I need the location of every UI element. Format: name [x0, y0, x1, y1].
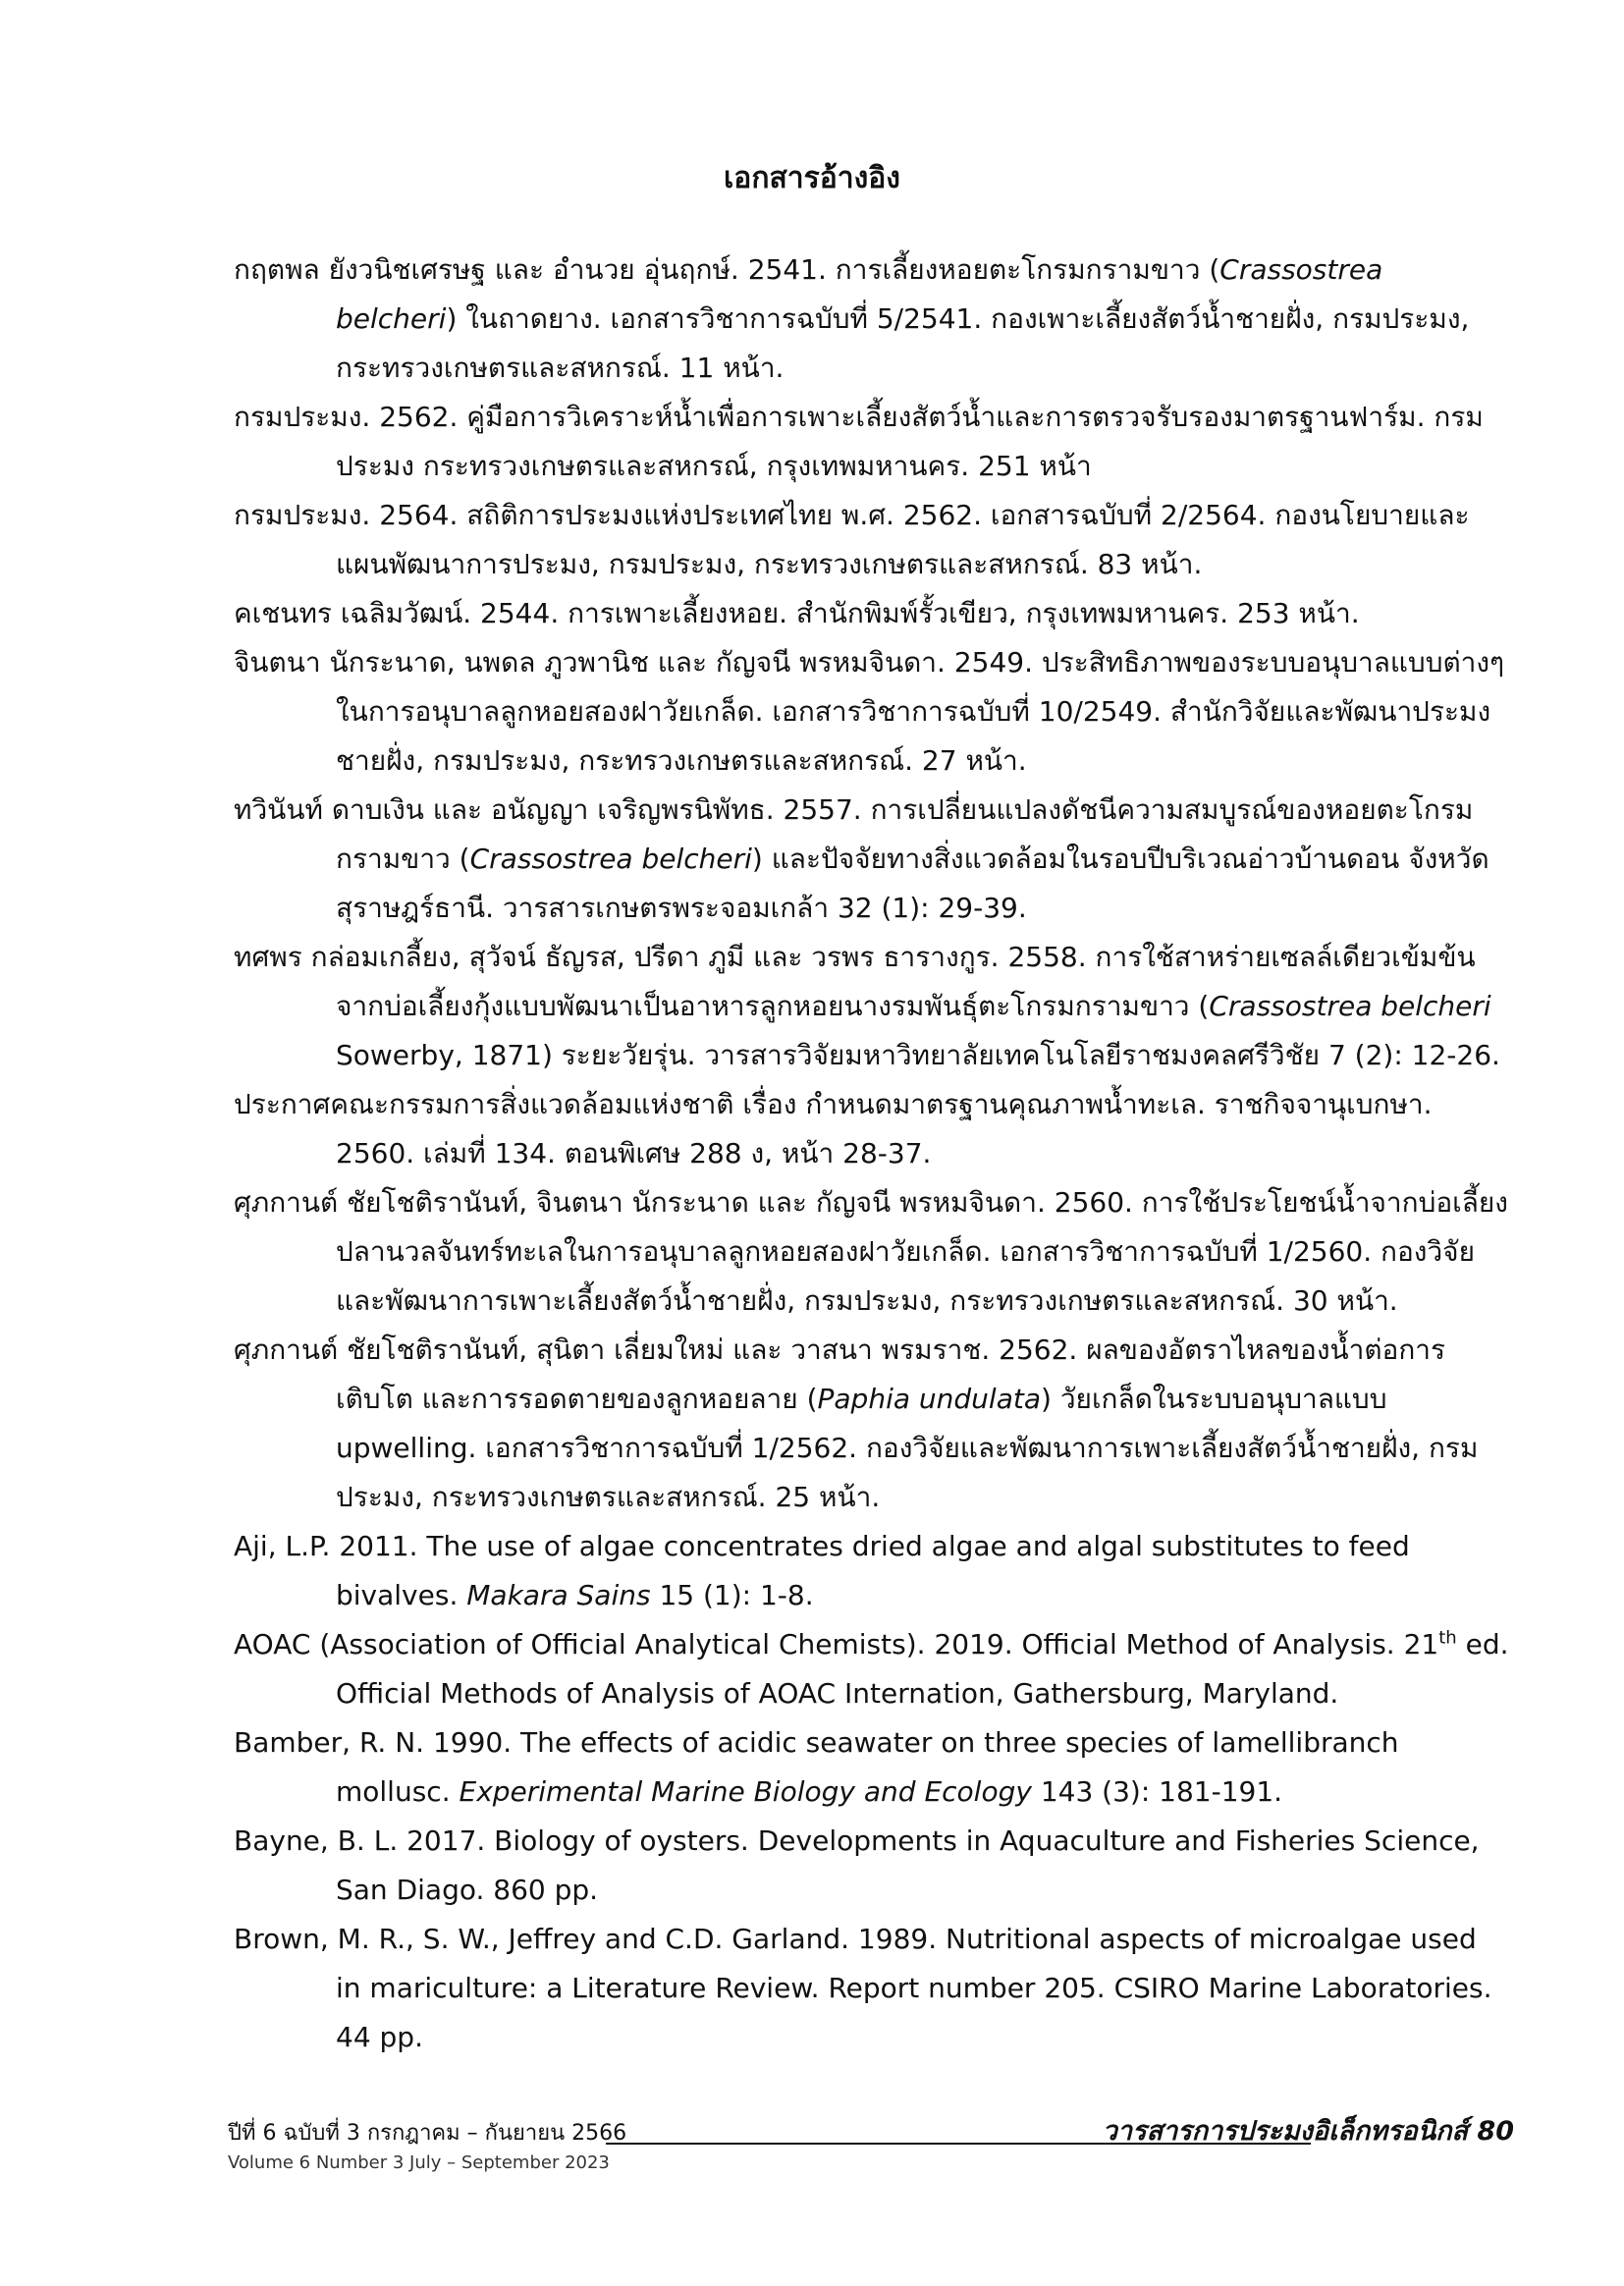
footer-issue-thai: ปีที่ 6 ฉบับที่ 3 กรกฎาคม – กันยายน 2566	[228, 2121, 627, 2146]
reference-entry	[234, 245, 1510, 393]
reference-entry	[234, 1522, 1510, 1620]
reference-entry	[234, 1178, 1510, 1326]
reference-entry	[234, 1817, 1510, 1915]
reference-text: ศุภกานต์ ชัยโชติรานันท์, สุนิตา เลี่ยมใหม่ และ วาสนา พรมราช. 2562. ผลของอัตราไหลของน้ำต่อการเติบโต และการรอดตายของลูกหอยลาย (	[234, 1334, 1446, 1415]
reference-text: จินตนา นักระนาด, นพดล ภูวพานิช และ กัญจนี พรหมจินดา. 2549. ประสิทธิภาพของระบบอนุบาลแบบต่างๆ ในการอนุบาลลูกหอยสองฝาวัยเกล็ด. เอกสารวิชาการฉบับที่ 10/2549. สำนักวิจัยและพัฒนาประมงชายฝั่ง, กรมประมง, กระทรวงเกษตรและสหกรณ์. 27 หน้า.	[234, 646, 1505, 777]
footer-journal-page	[1103, 2109, 1514, 2151]
reference-text: Sowerby, 1871) ระยะวัยรุ่น. วารสารวิจัยมหาวิทยาลัยเทคโนโลยีราชมงคลศรีวิชัย 7 (2): 12-26.	[336, 1039, 1500, 1071]
reference-entry	[234, 1718, 1510, 1817]
reference-text: กฤตพล ยังวนิชเศรษฐ และ อำนวย อุ่นฤกษ์. 2541. การเลี้ยงหอยตะโกรมกรามขาว (	[234, 253, 1220, 286]
reference-text: ed. Official Methods of Analysis of AOAC Internation, Gathersburg, Maryland.	[336, 1628, 1509, 1710]
reference-entry	[234, 1915, 1510, 2062]
reference-text: 143 (3): 181-191.	[1031, 1775, 1283, 1808]
reference-italic-text: Experimental Marine Biology and Ecology	[459, 1775, 1032, 1808]
reference-superscript: th	[1438, 1627, 1457, 1649]
reference-italic-text: Crassostrea belcheri	[1209, 990, 1491, 1022]
page-title: เอกสารอ้างอิง	[724, 161, 900, 195]
reference-italic-text: Crassostrea belcheri	[469, 843, 752, 875]
reference-entry	[234, 638, 1510, 786]
reference-entry	[234, 1080, 1510, 1178]
footer-page-number: 80	[1477, 2116, 1514, 2147]
reference-text: Aji, L.P. 2011. The use of algae concentrates dried algae and algal substitutes to feed bivalves.	[234, 1530, 1410, 1611]
footer-issue-english: Volume 6 Number 3 July – September 2023	[228, 2152, 610, 2173]
reference-entry	[234, 1326, 1510, 1522]
reference-entry	[234, 1620, 1510, 1718]
reference-text: Brown, M. R., S. W., Jeffrey and C.D. Garland. 1989. Nutritional aspects of microalgae used in mariculture: a Literature Review. Report number 205. CSIRO Marine Laboratories. 44 pp.	[234, 1923, 1492, 2053]
reference-text: Bayne, B. L. 2017. Biology of oysters. Developments in Aquaculture and Fisheries Science, San Diago. 860 pp.	[234, 1824, 1480, 1906]
reference-text: 15 (1): 1-8.	[650, 1579, 814, 1611]
reference-list	[234, 245, 1510, 2062]
reference-text: ) และปัจจัยทางสิ่งแวดล้อมในรอบปีบริเวณอ่าวบ้านดอน จังหวัดสุราษฎร์ธานี. วารสารเกษตรพระจอมเกล้า 32 (1): 29-39.	[336, 843, 1489, 924]
reference-entry	[234, 393, 1510, 491]
reference-text: กรมประมง. 2562. คู่มือการวิเคราะห์น้ำเพื่อการเพาะเลี้ยงสัตว์น้ำและการตรวจรับรองมาตรฐานฟาร์ม. กรมประมง กระทรวงเกษตรและสหกรณ์, กรุงเทพมหานคร. 251 หน้า	[234, 401, 1484, 482]
reference-text: ทศพร กล่อมเกลี้ยง, สุวัจน์ ธัญรส, ปรีดา ภูมี และ วรพร ธารางกูร. 2558. การใช้สาหร่ายเซลล์เดียวเข้มข้นจากบ่อเลี้ยงกุ้งแบบพัฒนาเป็นอาหารลูกหอยนางรมพันธุ์ตะโกรมกรามขาว (	[234, 941, 1476, 1022]
reference-text: ) วัยเกล็ดในระบบอนุบาลแบบ upwelling. เอกสารวิชาการฉบับที่ 1/2562. กองวิจัยและพัฒนาการเพาะเลี้ยงสัตว์น้ำชายฝั่ง, กรมประมง, กระทรวงเกษตรและสหกรณ์. 25 หน้า.	[336, 1383, 1479, 1513]
reference-text: ศุภกานต์ ชัยโชติรานันท์, จินตนา นักระนาด และ กัญจนี พรหมจินดา. 2560. การใช้ประโยชน์น้ำจากบ่อเลี้ยงปลานวลจันทร์ทะเลในการอนุบาลลูกหอยสองฝาวัยเกล็ด. เอกสารวิชาการฉบับที่ 1/2560. กองวิจัยและพัฒนาการเพาะเลี้ยงสัตว์น้ำชายฝั่ง, กรมประมง, กระทรวงเกษตรและสหกรณ์. 30 หน้า.	[234, 1186, 1508, 1317]
footer-journal-name: วารสารการประมงอิเล็กทรอนิกส์	[1102, 2116, 1469, 2147]
reference-entry	[234, 933, 1510, 1080]
reference-text: คเชนทร เฉลิมวัฒน์. 2544. การเพาะเลี้ยงหอย. สำนักพิมพ์รั้วเขียว, กรุงเทพมหานคร. 253 หน้า.	[234, 597, 1360, 629]
reference-italic-text: Paphia undulata	[817, 1383, 1041, 1415]
reference-text: AOAC (Association of Official Analytical Chemists). 2019. Official Method of Analysis. 21	[234, 1628, 1439, 1660]
reference-text: กรมประมง. 2564. สถิติการประมงแห่งประเทศไทย พ.ศ. 2562. เอกสารฉบับที่ 2/2564. กองนโยบายและแผนพัฒนาการประมง, กรมประมง, กระทรวงเกษตรและสหกรณ์. 83 หน้า.	[234, 499, 1470, 580]
reference-text: ) ในถาดยาง. เอกสารวิชาการฉบับที่ 5/2541. กองเพาะเลี้ยงสัตว์น้ำชายฝั่ง, กรมประมง, กระทรวงเกษตรและสหกรณ์. 11 หน้า.	[336, 302, 1470, 384]
reference-text: ประกาศคณะกรรมการสิ่งแวดล้อมแห่งชาติ เรื่อง กำหนดมาตรฐานคุณภาพน้ำทะเล. ราชกิจจานุเบกษา. 2560. เล่มที่ 134. ตอนพิเศษ 288 ง, หน้า 28-37.	[234, 1088, 1433, 1170]
reference-entry	[234, 589, 1510, 638]
reference-entry	[234, 491, 1510, 589]
page-footer	[228, 2101, 1514, 2173]
reference-italic-text: Makara Sains	[466, 1579, 651, 1611]
reference-text: ทวินันท์ ดาบเงิน และ อนัญญา เจริญพรนิพัทธ. 2557. การเปลี่ยนแปลงดัชนีความสมบูรณ์ของหอยตะโกรมกรามขาว (	[234, 793, 1474, 875]
reference-text: Bamber, R. N. 1990. The effects of acidic seawater on three species of lamellibranch mollusc.	[234, 1726, 1399, 1808]
reference-entry	[234, 786, 1510, 933]
reference-italic-text: Crassostrea belcheri	[336, 253, 1383, 335]
